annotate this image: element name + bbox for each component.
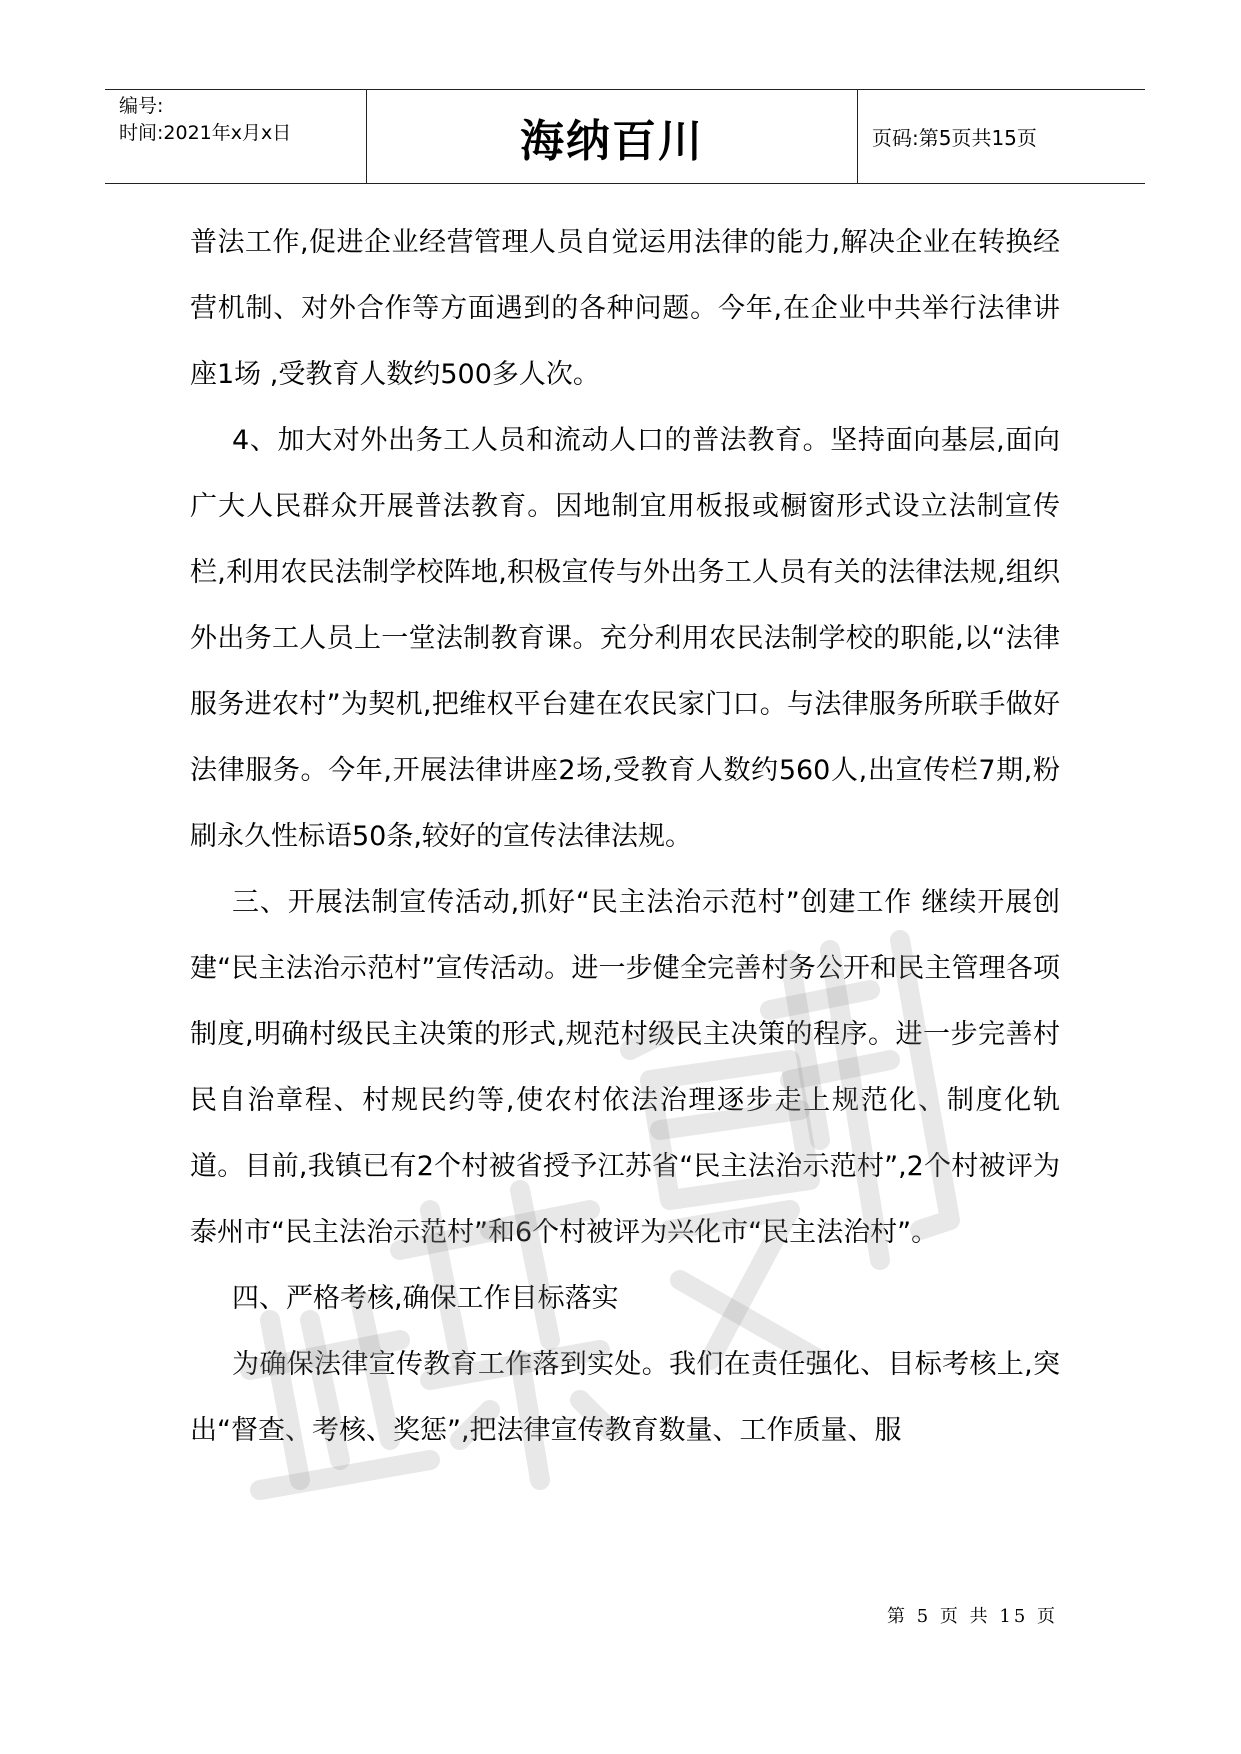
header-page-cell (858, 90, 1145, 183)
paragraph: 为确保法律宣传教育工作落到实处。我们在责任强化、目标考核上,突出“督查、考核、奖惩”,把法律宣传教育数量、工作质量、服 (190, 1349, 1060, 1446)
header-title-cell (367, 90, 858, 183)
document-title: 海纳百川 (520, 115, 704, 167)
date-label: 时间:2021年x月x日 (119, 122, 292, 144)
section-heading: 四、严格考核,确保工作目标落实 (232, 1283, 619, 1314)
paragraph: 三、开展法制宣传活动,抓好“民主法治示范村”创建工作 继续开展创建“民主法治示范村”宣传活动。进一步健全完善村务公开和民主管理各项制度,明确村级民主决策的形式,规范村级民主决策的程序。进一步完善村民自治章程、村规民约等,使农村依法治理逐步走上规范化、制度化轨道。目前,我镇已有2个村被省授予江苏省“民主法治示范村”,2个村被评为泰州市“民主法治示范村”和6个村被评为兴化市“民主法治村”。 (190, 887, 1060, 1248)
page-header (105, 89, 1145, 184)
serial-number-label: 编号: (119, 95, 164, 117)
paragraph-continuation: 普法工作,促进企业经营管理人员自觉运用法律的能力,解决企业在转换经营机制、对外合作等方面遇到的各种问题。今年,在企业中共举行法律讲座1场 ,受教育人数约500多人次。 (190, 227, 1060, 390)
paragraph: 4、加大对外出务工人员和流动人口的普法教育。坚持面向基层,面向广大人民群众开展普法教育。因地制宜用板报或橱窗形式设立法制宣传栏,利用农民法制学校阵地,积极宣传与外出务工人员有关的法律法规,组织外出务工人员上一堂法制教育课。充分利用农民法制学校的职能,以“法律服务进农村”为契机,把维权平台建在农民家门口。与法律服务所联手做好法律服务。今年,开展法律讲座2场,受教育人数约560人,出宣传栏7期,粉刷永久性标语50条,较好的宣传法律法规。 (190, 425, 1060, 852)
page-number-label: 页码:第5页共15页 (872, 126, 1037, 150)
page-footer: 第 5 页 共 15 页 (887, 1606, 1058, 1627)
document-body (190, 210, 1060, 1464)
header-info-cell (105, 90, 367, 183)
